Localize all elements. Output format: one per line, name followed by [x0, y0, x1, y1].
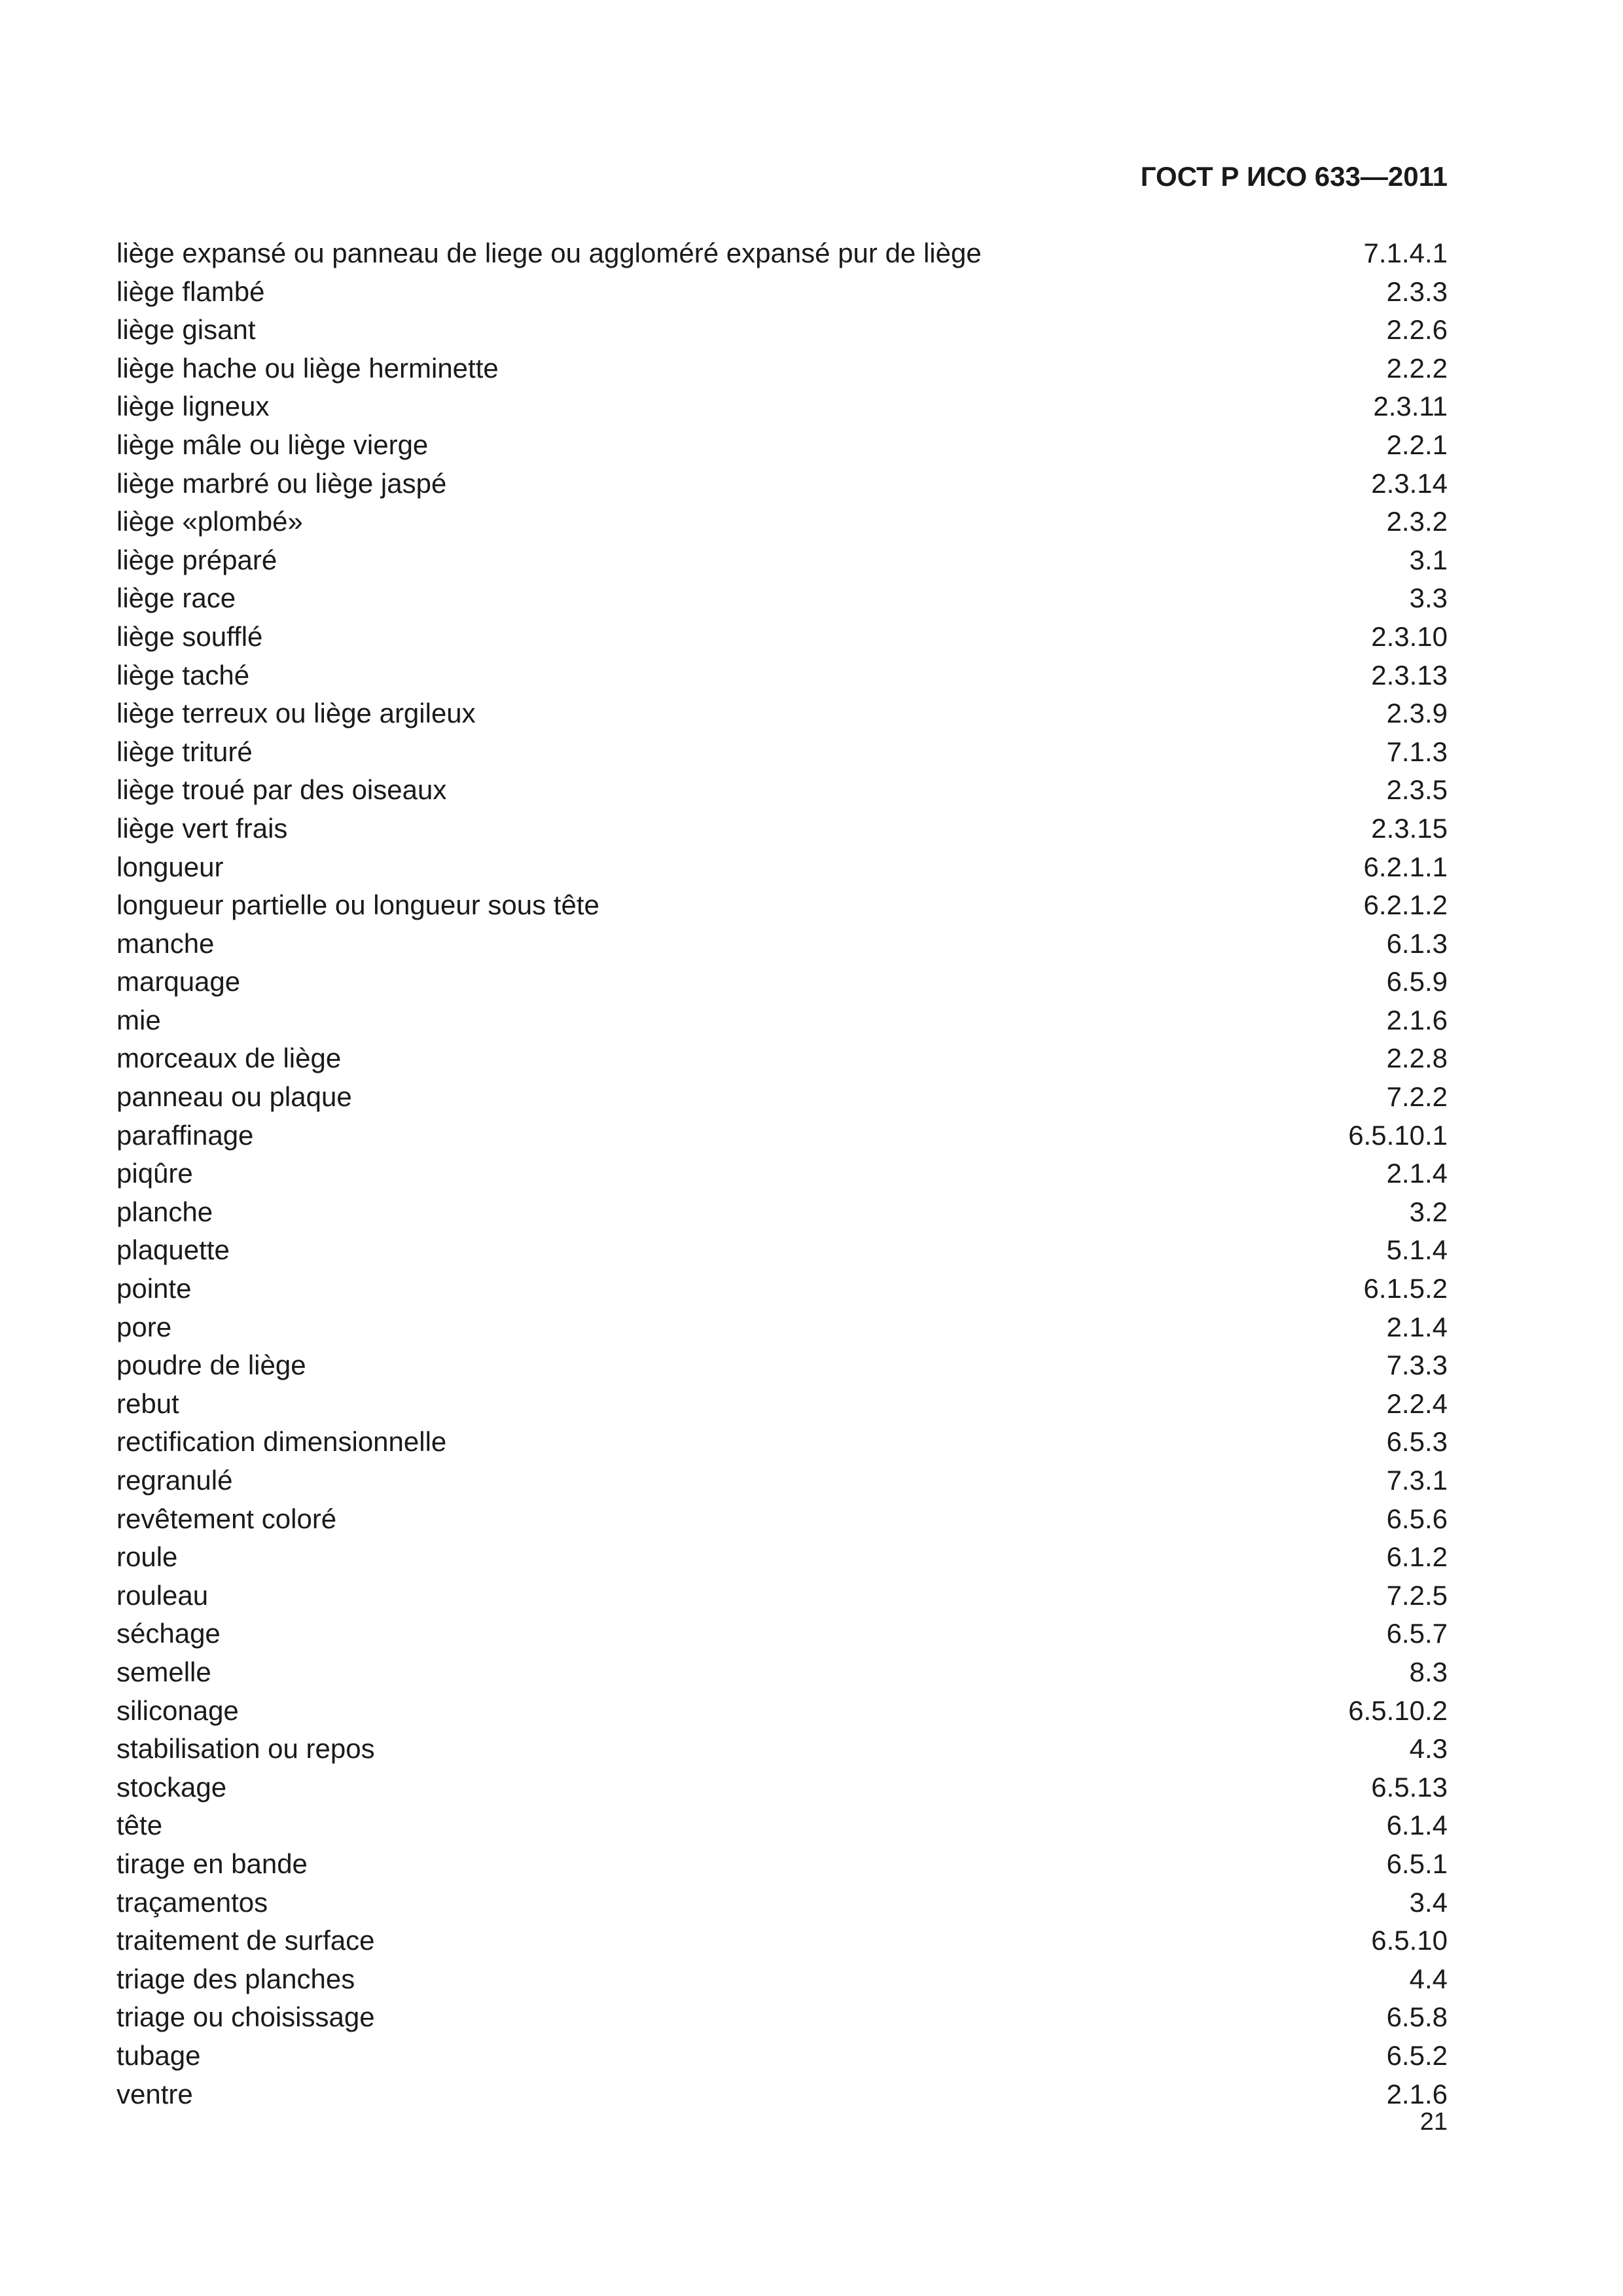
- index-term: pointe: [116, 1273, 192, 1304]
- index-reference: 6.5.7: [1386, 1618, 1448, 1649]
- index-term: stabilisation ou repos: [116, 1733, 375, 1765]
- index-term: manche: [116, 927, 215, 959]
- index-term: mie: [116, 1004, 161, 1035]
- index-entry: [116, 1231, 1448, 1270]
- index-reference: 2.1.6: [1386, 2078, 1448, 2109]
- index-term: liège flambé: [116, 276, 265, 307]
- index-term: longueur: [116, 851, 224, 882]
- index-term: stockage: [116, 1771, 227, 1803]
- index-entry: [116, 1117, 1448, 1155]
- index-entry: [116, 2075, 1448, 2114]
- index-term: rouleau: [116, 1579, 209, 1611]
- index-term: liège troué par des oiseaux: [116, 774, 447, 806]
- index-reference: 6.5.8: [1386, 2001, 1448, 2033]
- index-term: planche: [116, 1196, 213, 1227]
- index-entry: [116, 2037, 1448, 2075]
- alphabetical-index: [116, 234, 1448, 2113]
- index-entry: [116, 656, 1448, 695]
- index-reference: 6.2.1.2: [1363, 889, 1448, 921]
- index-reference: 6.1.5.2: [1363, 1273, 1448, 1304]
- index-entry: [116, 1768, 1448, 1807]
- index-entry: [116, 733, 1448, 772]
- index-reference: 6.5.6: [1386, 1503, 1448, 1534]
- index-reference: 7.2.2: [1386, 1081, 1448, 1113]
- index-term: marquage: [116, 966, 241, 997]
- index-term: morceaux de liège: [116, 1043, 342, 1074]
- index-term: traçamentos: [116, 1886, 268, 1918]
- index-entry: [116, 1346, 1448, 1385]
- index-entry: [116, 1385, 1448, 1424]
- index-reference: 6.5.9: [1386, 966, 1448, 997]
- index-entry: [116, 1922, 1448, 1960]
- index-reference: 7.3.3: [1386, 1350, 1448, 1381]
- index-term: liège préparé: [116, 544, 277, 575]
- index-term: rebut: [116, 1388, 179, 1419]
- index-entry: [116, 311, 1448, 350]
- index-reference: 7.1.3: [1386, 736, 1448, 767]
- index-reference: 6.5.10.2: [1348, 1695, 1448, 1726]
- index-reference: 2.3.9: [1386, 698, 1448, 729]
- index-entry: [116, 1845, 1448, 1884]
- index-term: pore: [116, 1311, 172, 1342]
- index-entry: [116, 1270, 1448, 1308]
- index-term: triage ou choisissage: [116, 2001, 375, 2033]
- index-entry: [116, 1193, 1448, 1232]
- index-entry: [116, 771, 1448, 810]
- index-term: traitement de surface: [116, 1925, 375, 1956]
- index-entry: [116, 1039, 1448, 1078]
- index-entry: [116, 465, 1448, 503]
- index-entry: [116, 1462, 1448, 1500]
- index-term: panneau ou plaque: [116, 1081, 352, 1113]
- index-entry: [116, 618, 1448, 656]
- index-reference: 3.1: [1409, 544, 1448, 575]
- index-term: longueur partielle ou longueur sous tête: [116, 889, 599, 921]
- index-reference: 6.1.2: [1386, 1541, 1448, 1573]
- index-reference: 2.3.13: [1371, 659, 1448, 691]
- index-reference: 6.5.2: [1386, 2039, 1448, 2071]
- index-term: liège mâle ou liège vierge: [116, 429, 429, 460]
- index-entry: [116, 1806, 1448, 1845]
- index-reference: 3.4: [1409, 1886, 1448, 1918]
- index-reference: 2.3.15: [1371, 812, 1448, 844]
- index-entry: [116, 1653, 1448, 1692]
- index-term: séchage: [116, 1618, 221, 1649]
- index-term: liège hache ou liège herminette: [116, 352, 499, 384]
- index-entry: [116, 1692, 1448, 1731]
- index-term: regranulé: [116, 1465, 233, 1496]
- index-entry: [116, 579, 1448, 618]
- index-reference: 7.2.5: [1386, 1579, 1448, 1611]
- index-term: ventre: [116, 2078, 193, 2109]
- index-term: paraffinage: [116, 1119, 254, 1151]
- index-reference: 2.1.4: [1386, 1311, 1448, 1342]
- index-term: tubage: [116, 2039, 201, 2071]
- index-term: triage des planches: [116, 1963, 355, 1994]
- index-entry: [116, 1500, 1448, 1539]
- index-entry: [116, 1615, 1448, 1653]
- index-reference: 6.1.4: [1386, 1810, 1448, 1841]
- index-reference: 2.2.4: [1386, 1388, 1448, 1419]
- index-term: revêtement coloré: [116, 1503, 337, 1534]
- page-number: 21: [1419, 2108, 1448, 2136]
- index-entry: [116, 810, 1448, 848]
- index-entry: [116, 848, 1448, 887]
- index-reference: 2.1.4: [1386, 1158, 1448, 1189]
- index-entry: [116, 1960, 1448, 1999]
- index-entry: [116, 387, 1448, 426]
- index-reference: 2.3.3: [1386, 276, 1448, 307]
- index-term: plaquette: [116, 1234, 230, 1266]
- index-entry: [116, 1577, 1448, 1615]
- index-reference: 3.3: [1409, 583, 1448, 614]
- index-entry: [116, 1423, 1448, 1462]
- index-reference: 2.2.8: [1386, 1043, 1448, 1074]
- index-entry: [116, 350, 1448, 388]
- index-reference: 2.2.1: [1386, 429, 1448, 460]
- index-term: poudre de liège: [116, 1350, 306, 1381]
- index-term: tirage en bande: [116, 1848, 308, 1879]
- index-reference: 2.1.6: [1386, 1004, 1448, 1035]
- index-entry: [116, 694, 1448, 733]
- index-entry: [116, 925, 1448, 963]
- index-entry: [116, 1078, 1448, 1117]
- index-reference: 2.3.2: [1386, 506, 1448, 537]
- index-term: liège gisant: [116, 314, 256, 346]
- index-entry: [116, 1155, 1448, 1193]
- index-term: liège taché: [116, 659, 250, 691]
- index-entry: [116, 1001, 1448, 1040]
- index-entry: [116, 1308, 1448, 1347]
- index-reference: 3.2: [1409, 1196, 1448, 1227]
- index-term: roule: [116, 1541, 178, 1573]
- index-entry: [116, 273, 1448, 312]
- index-term: piqûre: [116, 1158, 193, 1189]
- index-entry: [116, 234, 1448, 273]
- index-entry: [116, 1998, 1448, 2037]
- index-term: liège ligneux: [116, 391, 270, 422]
- index-term: semelle: [116, 1656, 211, 1687]
- index-entry: [116, 1884, 1448, 1922]
- index-reference: 4.3: [1409, 1733, 1448, 1765]
- index-term: liège trituré: [116, 736, 253, 767]
- index-reference: 6.2.1.1: [1363, 851, 1448, 882]
- index-reference: 6.5.13: [1371, 1771, 1448, 1803]
- index-reference: 6.5.10.1: [1348, 1119, 1448, 1151]
- index-reference: 2.3.10: [1371, 620, 1448, 652]
- index-entry: [116, 1730, 1448, 1768]
- index-term: tête: [116, 1810, 163, 1841]
- index-reference: 2.3.14: [1371, 467, 1448, 499]
- index-reference: 7.3.1: [1386, 1465, 1448, 1496]
- index-reference: 2.2.2: [1386, 352, 1448, 384]
- index-reference: 8.3: [1409, 1656, 1448, 1687]
- index-reference: 2.2.6: [1386, 314, 1448, 346]
- index-reference: 7.1.4.1: [1363, 238, 1448, 268]
- index-entry: [116, 963, 1448, 1001]
- index-term: siliconage: [116, 1695, 239, 1726]
- index-reference: 2.3.5: [1386, 774, 1448, 806]
- index-term: liège expansé ou panneau de liege ou aggloméré expansé pur de liège: [116, 238, 982, 268]
- index-term: liège terreux ou liège argileux: [116, 698, 476, 729]
- index-term: liège race: [116, 583, 236, 614]
- index-reference: 6.5.3: [1386, 1426, 1448, 1458]
- index-entry: [116, 886, 1448, 925]
- index-entry: [116, 503, 1448, 541]
- index-reference: 6.5.1: [1386, 1848, 1448, 1879]
- index-reference: 2.3.11: [1373, 391, 1448, 422]
- index-term: liège «plombé»: [116, 506, 303, 537]
- index-term: liège marbré ou liège jaspé: [116, 467, 447, 499]
- index-entry: [116, 1538, 1448, 1577]
- index-entry: [116, 541, 1448, 580]
- index-reference: 6.1.3: [1386, 927, 1448, 959]
- index-reference: 4.4: [1409, 1963, 1448, 1994]
- index-term: liège vert frais: [116, 812, 288, 844]
- document-header: ГОСТ Р ИСО 633—2011: [1140, 161, 1448, 192]
- index-reference: 5.1.4: [1386, 1234, 1448, 1266]
- index-term: rectification dimensionnelle: [116, 1426, 447, 1458]
- index-term: liège soufflé: [116, 620, 263, 652]
- index-reference: 6.5.10: [1371, 1925, 1448, 1956]
- index-entry: [116, 426, 1448, 465]
